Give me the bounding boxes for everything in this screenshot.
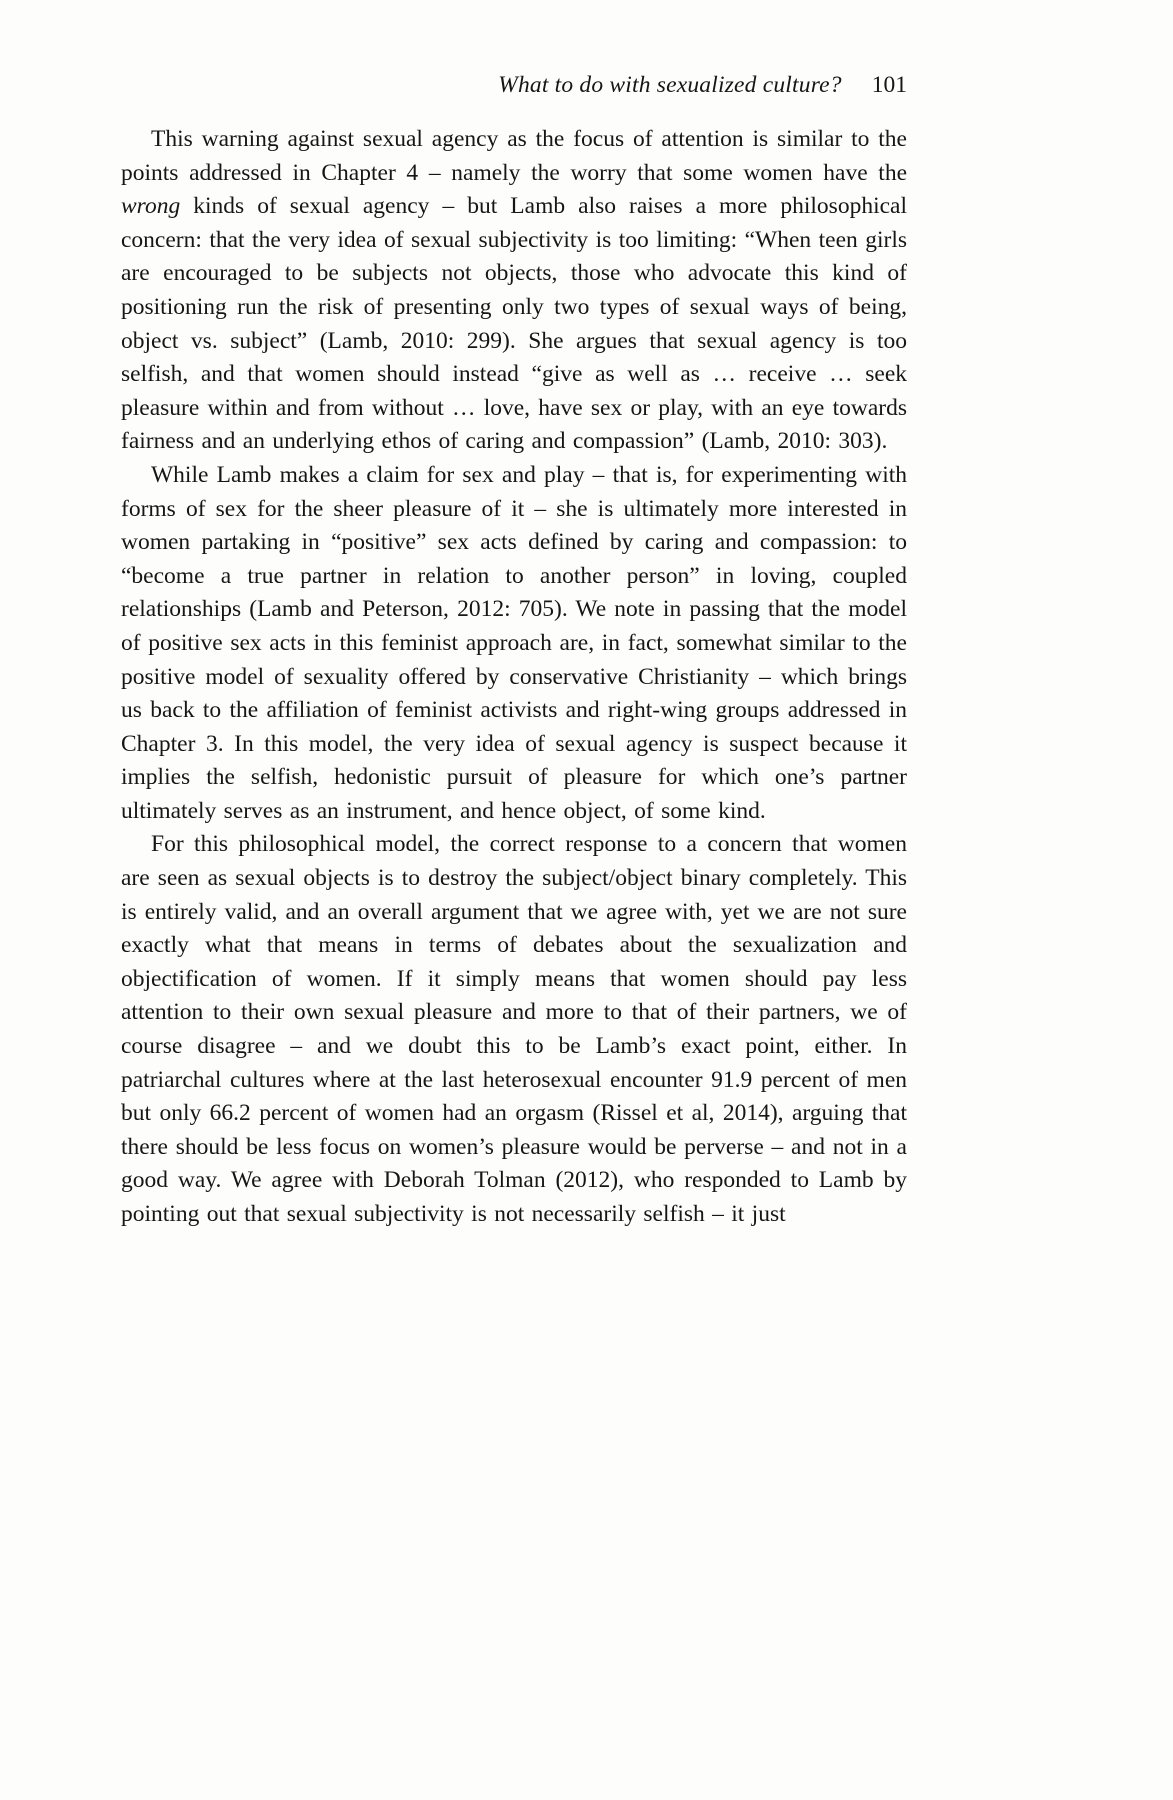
running-title: What to do with sexualized culture? [498,72,842,98]
text-segment: This warning against sexual agency as the focus of attention is similar to the points addressed in Chapter 4 – namely the worry that some women have the [121,126,907,186]
page-header [121,72,907,99]
paragraph-3 [121,828,907,1231]
text-segment: kinds of sexual agency – but Lamb also raises a more philosophical concern: that the very idea of sexual subjectivity is too limiting: “When teen girls are encouraged to be subjects not objects, those who advocate this kind of positioning run the risk of presenting only two types of sexual ways of being, object vs. subject” (Lamb, 2010: 299). She argues that sexual agency is too selfish, and that women should instead “give as well as … receive … seek pleasure within and from without … love, have sex or play, with an eye towards fairness and an underlying ethos of caring and compassion” (Lamb, 2010: 303). [121,193,907,455]
text-segment: While Lamb makes a claim for sex and play – that is, for experimenting with forms of sex for the sheer pleasure of it – she is ultimately more interested in women partaking in “positive” sex acts defined by caring and compassion: to “become a true partner in relation to another person” in loving, coupled relationships (Lamb and Peterson, 2012: 705). We note in passing that the model of positive sex acts in this feminist approach are, in fact, somewhat similar to the positive model of sexuality offered by conservative Christianity – which brings us back to the affiliation of feminist activists and right-wing groups addressed in Chapter 3. In this model, the very idea of sexual agency is suspect because it implies the selfish, hedonistic pursuit of pleasure for which one’s partner ultimately serves as an instrument, and hence object, of some kind. [121,461,907,824]
body-text [121,123,907,1232]
paragraph-2 [121,459,907,829]
text-segment: For this philosophical model, the correct response to a concern that women are seen as sexual objects is to destroy the subject/object binary completely. This is entirely valid, and an overall argument that we agree with, yet we are not sure exactly what that means in terms of debates about the sexualization and objectification of women. If it simply means that women should pay less attention to their own sexual pleasure and more to that of their partners, we of course disagree – and we doubt this to be Lamb’s exact point, either. In patriarchal cultures where at the last heterosexual encounter 91.9 percent of men but only 66.2 percent of women had an orgasm (Rissel et al, 2014), arguing that there should be less focus on women’s pleasure would be perverse – and not in a good way. We agree with Deborah Tolman (2012), who responded to Lamb by pointing out that sexual subjectivity is not necessarily selfish – it just [121,831,907,1227]
paragraph-1 [121,123,907,459]
page-number: 101 [871,72,907,98]
italic-text-segment: wrong [121,193,181,220]
